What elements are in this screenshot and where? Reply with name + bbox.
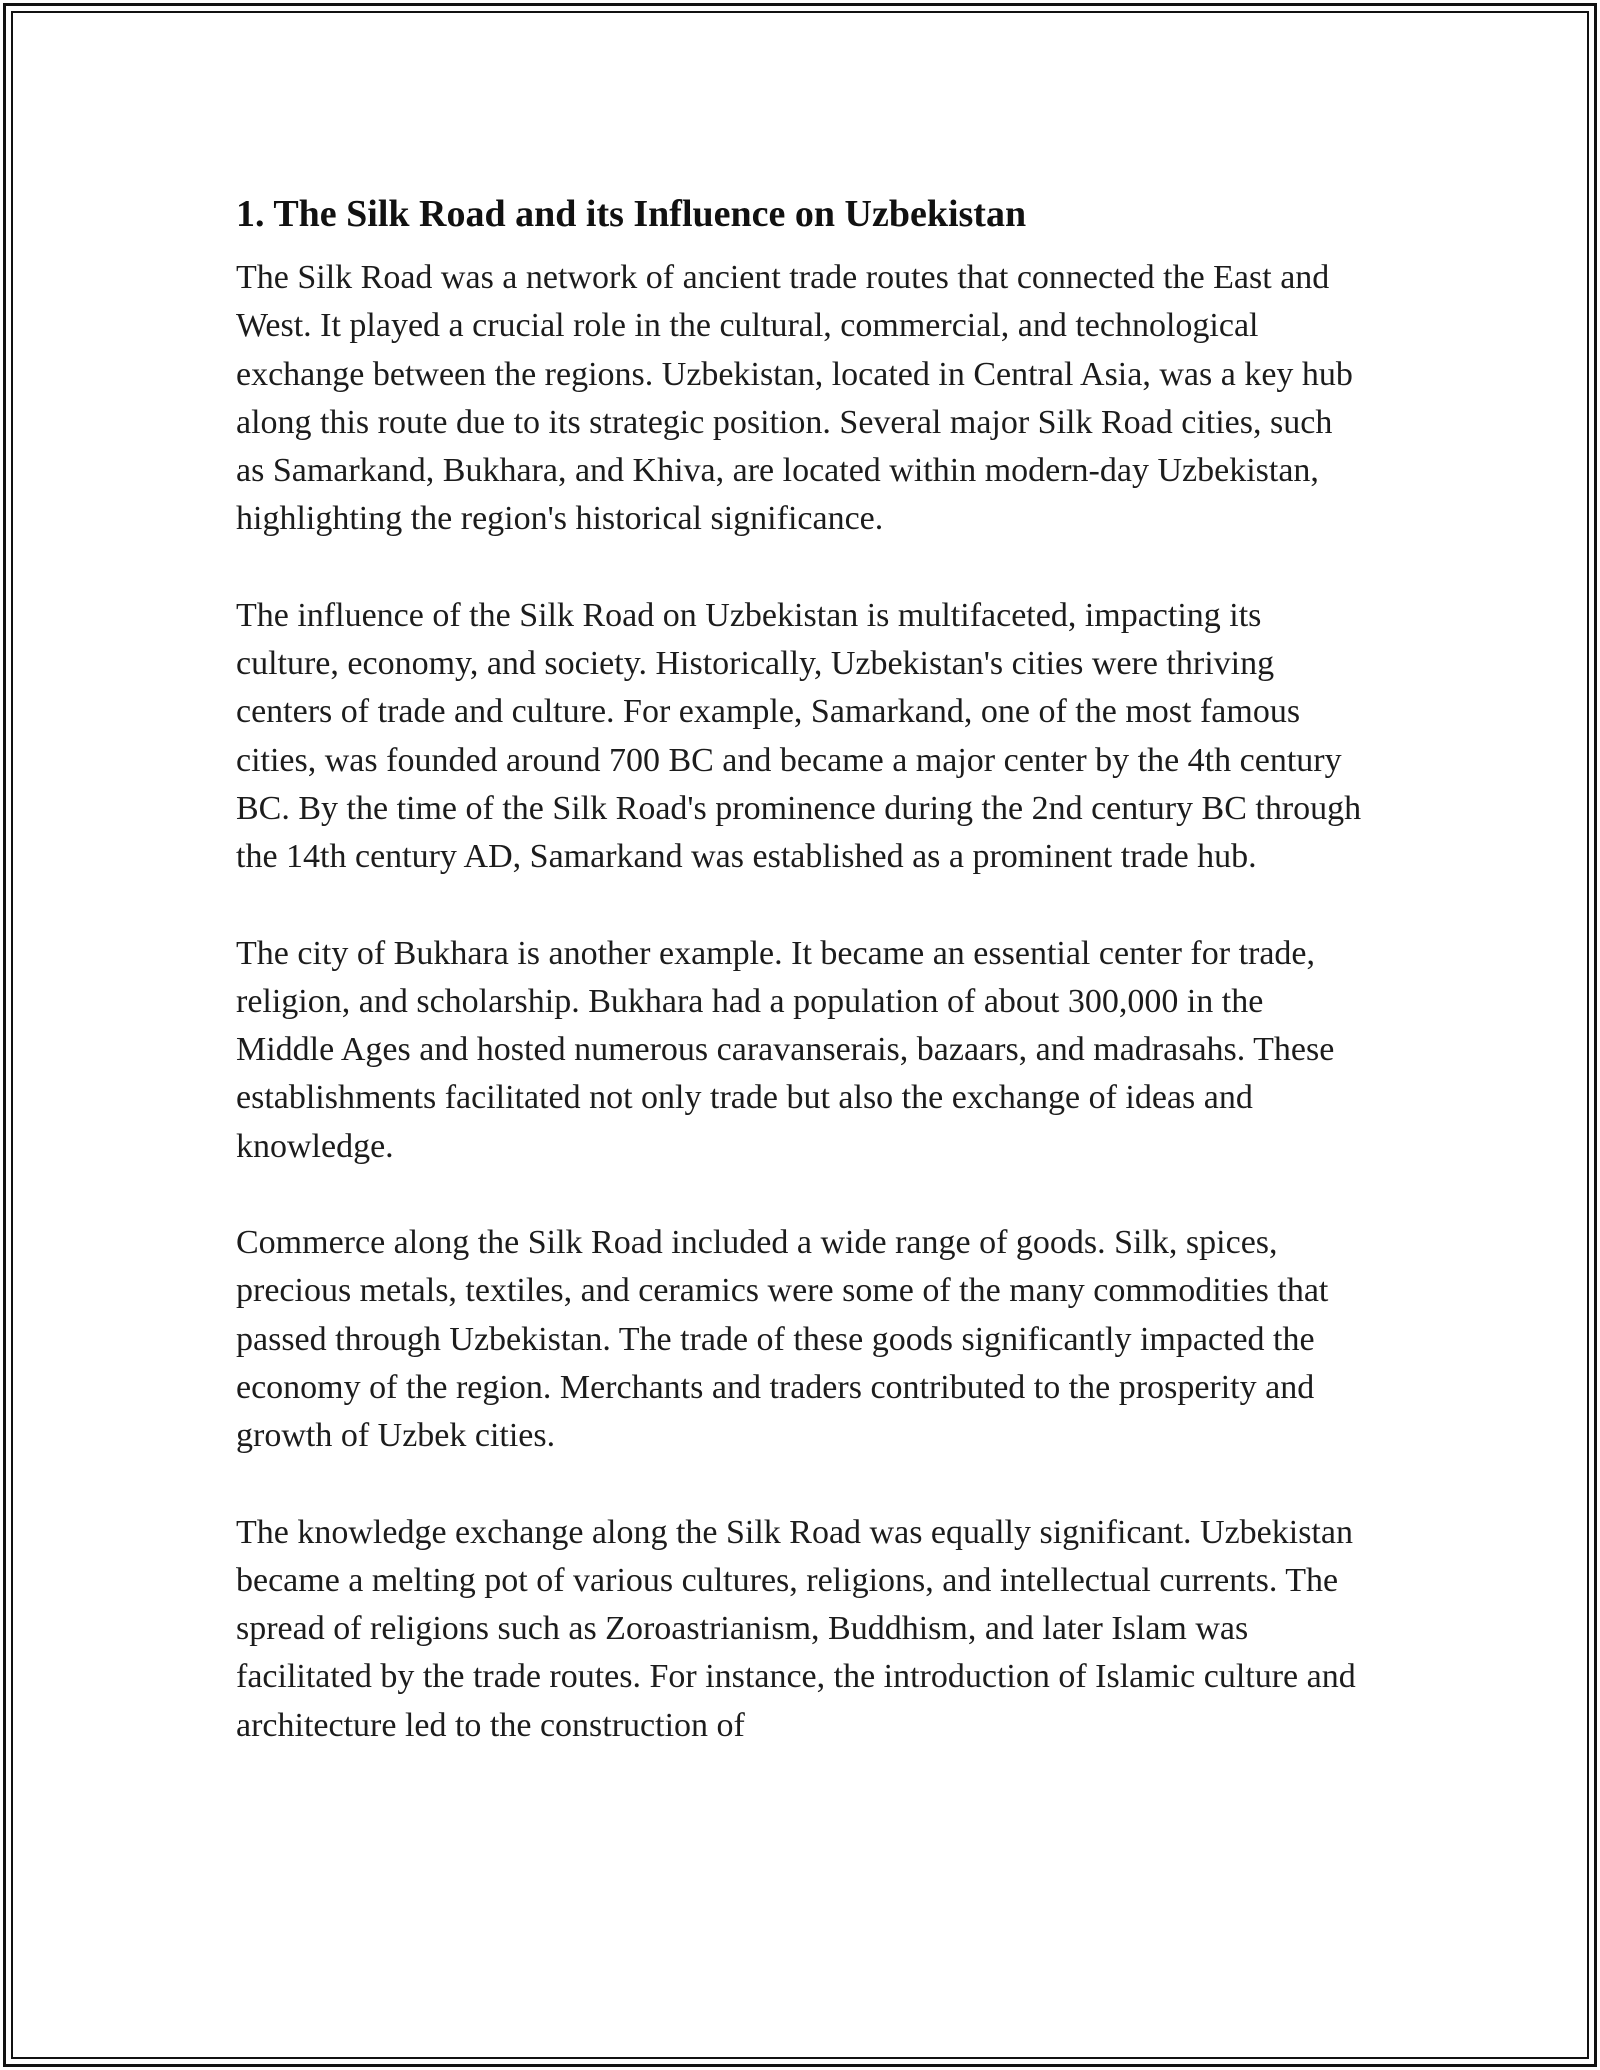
paragraph-2: The influence of the Silk Road on Uzbekistan is multifaceted, impacting its culture, economy, and society. Historically, Uzbekistan's cities were thriving centers of trade and culture. For example, Samarkand, one of the most famous cities, was founded around 700 BC and became a major center by the 4th century BC. By the time of the Silk Road's prominence during the 2nd century BC through the 14th century AD, Samarkand was established as a prominent trade hub.: [236, 596, 1362, 876]
section-heading: 1. The Silk Road and its Influence on Uzbekistan: [236, 193, 1027, 235]
paragraph-3: The city of Bukhara is another example. It became an essential center for trade, religion, and scholarship. Bukhara had a population of about 300,000 in the Middle Ages and hosted numerous caravanserais, bazaars, and madrasahs. These establishments facilitated not only trade but also the exchange of ideas and knowledge.: [236, 934, 1335, 1165]
paragraph-1: The Silk Road was a network of ancient trade routes that connected the East and West. It played a crucial role in the cultural, commercial, and technological exchange between the regions. Uzbekistan, located in Central Asia, was a key hub along this route due to its strategic position. Several major Silk Road cities, such as Samarkand, Bukhara, and Khiva, are located within modern-day Uzbekistan, highlighting the region's historical significance.: [236, 259, 1353, 538]
document-body: [236, 182, 1368, 1798]
paragraph-4: Commerce along the Silk Road included a wide range of goods. Silk, spices, precious metals, textiles, and ceramics were some of the many commodities that passed through Uzbekistan. The trade of these goods significantly impacted the economy of the region. Merchants and traders contributed to the prosperity and growth of Uzbek cities.: [236, 1224, 1329, 1455]
paragraph-5: The knowledge exchange along the Silk Road was equally significant. Uzbekistan became a melting pot of various cultures, religions, and intellectual currents. The spread of religions such as Zoroastrianism, Buddhism, and later Islam was facilitated by the trade routes. For instance, the introduction of Islamic culture and architecture led to the construction of: [236, 1513, 1356, 1744]
